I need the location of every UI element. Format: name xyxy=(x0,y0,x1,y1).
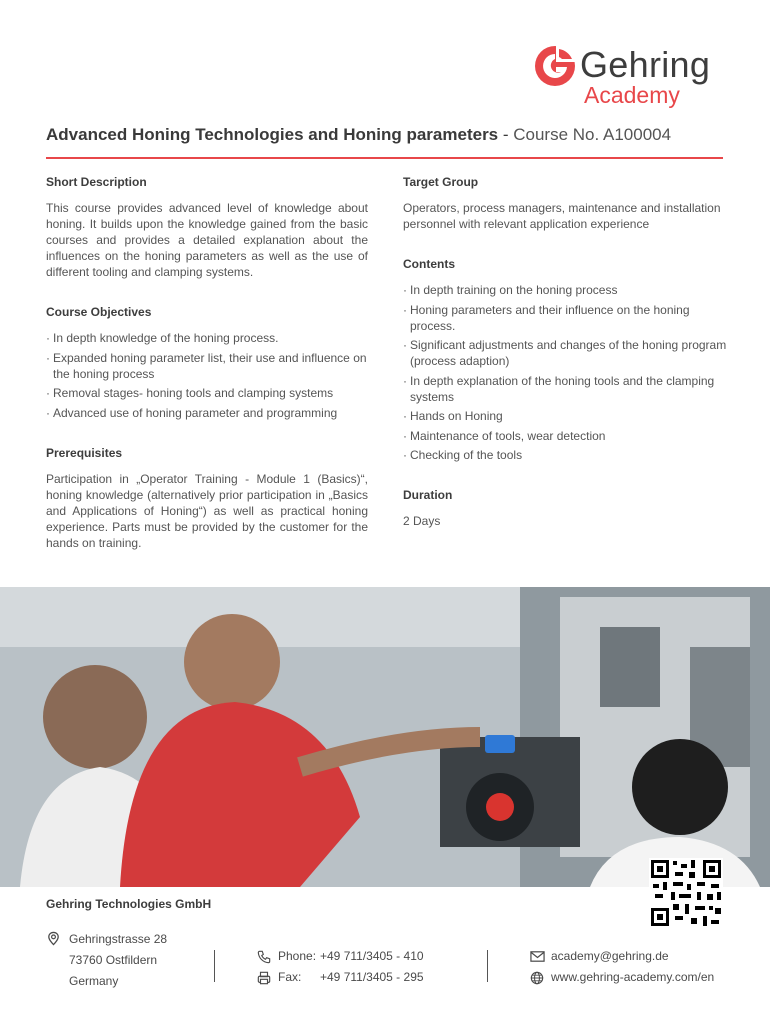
target-group-section xyxy=(403,174,728,232)
logo-brand-text: Gehring xyxy=(580,44,711,85)
course-title: Advanced Honing Technologies and Honing parameters xyxy=(46,125,499,144)
list-item: · Removal stages- honing tools and clamping systems xyxy=(46,385,368,401)
contents-list xyxy=(403,282,728,463)
prerequisites-text: Participation in „Operator Training - Module 1 (Basics)“, honing knowledge (alternatively prior participation in „Basics and Applications of Honing“) as well as practical honing experience. Parts must be provided by the customer for the hands on training. xyxy=(46,471,368,550)
list-item: · Advanced use of honing parameter and programming xyxy=(46,405,368,421)
short-description-section xyxy=(46,174,368,280)
duration-section xyxy=(403,487,728,529)
course-number: Course No. A100004 xyxy=(513,125,672,144)
page-title xyxy=(46,125,671,145)
phone-number[interactable]: +49 711/3405 - 410 xyxy=(320,949,424,963)
prerequisites-section xyxy=(46,445,368,551)
prerequisites-heading: Prerequisites xyxy=(46,445,123,460)
phone-label: Phone: xyxy=(278,949,317,963)
list-item: · Expanded honing parameter list, their use and influence on the honing process xyxy=(46,350,368,382)
globe-icon xyxy=(530,971,544,985)
fax-number: +49 711/3405 - 295 xyxy=(320,970,424,984)
short-description-text: This course provides advanced level of knowledge about honing. It builds upon the knowledge gained from the basic courses and provides a detailed explanation about the influences on the honing parameters as well as the use of different tooling and clamping systems. xyxy=(46,201,368,279)
list-item: · Hands on Honing xyxy=(403,408,728,424)
website-link[interactable]: www.gehring-academy.com/en xyxy=(551,970,715,984)
gehring-g-icon xyxy=(534,45,576,87)
training-scene-illustration xyxy=(0,587,770,887)
location-pin-icon xyxy=(46,931,61,946)
address-country: Germany xyxy=(69,974,119,988)
objectives-section xyxy=(46,304,368,421)
list-item: · In depth knowledge of the honing process. xyxy=(46,330,368,346)
short-description-heading: Short Description xyxy=(46,175,147,189)
qr-code xyxy=(649,858,723,928)
list-item: · Honing parameters and their influence on the honing process. xyxy=(403,302,728,334)
right-column xyxy=(403,174,728,529)
title-separator: - xyxy=(498,125,514,144)
list-item: · In depth explanation of the honing tools and the clamping systems xyxy=(403,373,728,405)
list-item: · In depth training on the honing process xyxy=(403,282,728,298)
logo-sub-text: Academy xyxy=(584,82,680,108)
objectives-heading: Course Objectives xyxy=(46,305,152,319)
address-city: 73760 Ostfildern xyxy=(69,953,158,967)
mail-icon xyxy=(530,950,545,963)
list-item: · Maintenance of tools, wear detection xyxy=(403,428,728,444)
phone-fax-block xyxy=(257,946,424,988)
fax-icon xyxy=(257,971,271,985)
footer-divider xyxy=(487,950,488,982)
duration-heading: Duration xyxy=(403,488,453,502)
email-row xyxy=(530,946,714,967)
target-group-text: Operators, process managers, maintenance and installation personnel with relevant application experience xyxy=(403,201,721,231)
fax-label: Fax: xyxy=(278,970,302,984)
web-row xyxy=(530,967,714,988)
qr-code-pattern xyxy=(649,858,723,928)
fax-row xyxy=(257,967,424,988)
list-item: · Checking of the tools xyxy=(403,447,728,463)
list-item: · Significant adjustments and changes of the honing program (process adaption) xyxy=(403,337,728,369)
training-photo xyxy=(0,587,770,887)
left-column xyxy=(46,174,368,551)
company-name: Gehring Technologies GmbH xyxy=(46,897,212,911)
address-block xyxy=(46,929,167,992)
footer-divider xyxy=(214,950,215,982)
address-street: Gehringstrasse 28 xyxy=(69,932,168,946)
email-web-block xyxy=(530,946,714,988)
target-group-heading: Target Group xyxy=(403,175,479,189)
contents-section xyxy=(403,256,728,463)
phone-row xyxy=(257,946,424,967)
objectives-list xyxy=(46,330,368,421)
phone-icon xyxy=(257,950,271,964)
contents-heading: Contents xyxy=(403,257,455,271)
duration-value: 2 Days xyxy=(403,514,441,528)
gehring-academy-logo xyxy=(524,42,724,112)
email-link[interactable]: academy@gehring.de xyxy=(551,949,669,963)
title-divider xyxy=(46,157,723,159)
